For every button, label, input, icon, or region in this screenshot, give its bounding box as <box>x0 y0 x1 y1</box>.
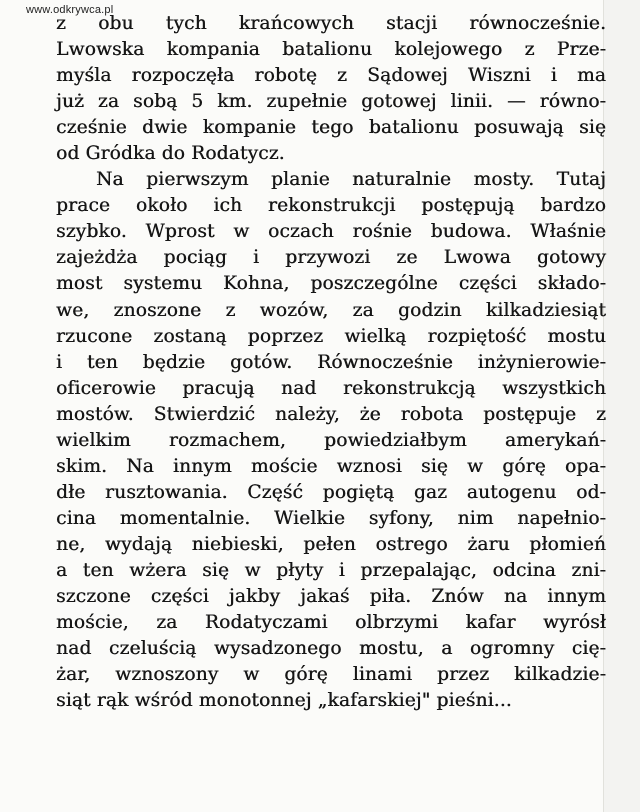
text-line: oficerowie pracują nad rekonstrukcją wszystkich <box>56 377 606 399</box>
page-edge <box>603 0 640 812</box>
text-line: żar, wznoszony w górę linami przez kilkadzie- <box>56 664 606 686</box>
text-line: wielkim rozmachem, powiedziałbym amerykań- <box>56 429 606 451</box>
text-line: cześnie dwie kompanie tego batalionu posuwają się <box>56 117 606 139</box>
text-line: już za sobą 5 km. zupełnie gotowej linii. — równo- <box>56 91 606 113</box>
text-line: prace około ich rekonstrukcji postępują bardzo <box>56 195 606 217</box>
text-line: myśla rozpoczęła robotę z Sądowej Wiszni i ma <box>56 65 606 87</box>
text-line: rzucone zostaną poprzez wielką rozpiętość mostu <box>56 325 606 347</box>
text-line: we, znoszone z wozów, za godzin kilkadziesiąt <box>56 299 606 321</box>
text-line: od Gródka do Rodatycz. <box>56 143 285 165</box>
text-line: a ten wżera się w płyty i przepalając, odcina zni- <box>56 559 606 581</box>
text-line: siąt rąk wśród monotonnej „kafarskiej" pieśni... <box>56 690 512 712</box>
text-line: nad czeluścią wysadzonego mostu, a ogromny cię- <box>56 638 606 660</box>
text-line: ne, wydają niebieski, pełen ostrego żaru płomień <box>56 533 606 555</box>
watermark: www.odkrywca.pl <box>26 4 114 16</box>
text-line: skim. Na innym moście wznosi się w górę opa- <box>56 455 606 477</box>
text-line: most systemu Kohna, poszczególne części składo- <box>56 273 606 295</box>
paragraph-2 <box>56 167 606 714</box>
text-line: Na pierwszym planie naturalnie mosty. Tutaj <box>96 169 606 191</box>
text-line: cina momentalnie. Wielkie syfony, nim napełnio- <box>56 507 606 529</box>
text-line: mostów. Stwierdzić należy, że robota postępuje z <box>56 403 606 425</box>
text-line: zajeżdża pociąg i przywozi ze Lwowa gotowy <box>56 247 606 269</box>
paragraph-1 <box>56 11 606 167</box>
text-line: szczone części jakby jakaś piła. Znów na innym <box>56 586 606 608</box>
text-line: i ten będzie gotów. Równocześnie inżynierowie- <box>56 351 606 373</box>
text-line: Lwowska kompania batalionu kolejowego z Prze- <box>56 39 606 61</box>
text-line: dłe rusztowania. Część pogiętą gaz autogenu od- <box>56 481 606 503</box>
text-line: moście, za Rodatyczami olbrzymi kafar wyrósł <box>56 612 606 634</box>
text-line: szybko. Wprost w oczach rośnie budowa. Właśnie <box>56 221 606 243</box>
text-line: z obu tych krańcowych stacji równocześnie. <box>56 13 606 34</box>
article-text <box>56 11 606 714</box>
